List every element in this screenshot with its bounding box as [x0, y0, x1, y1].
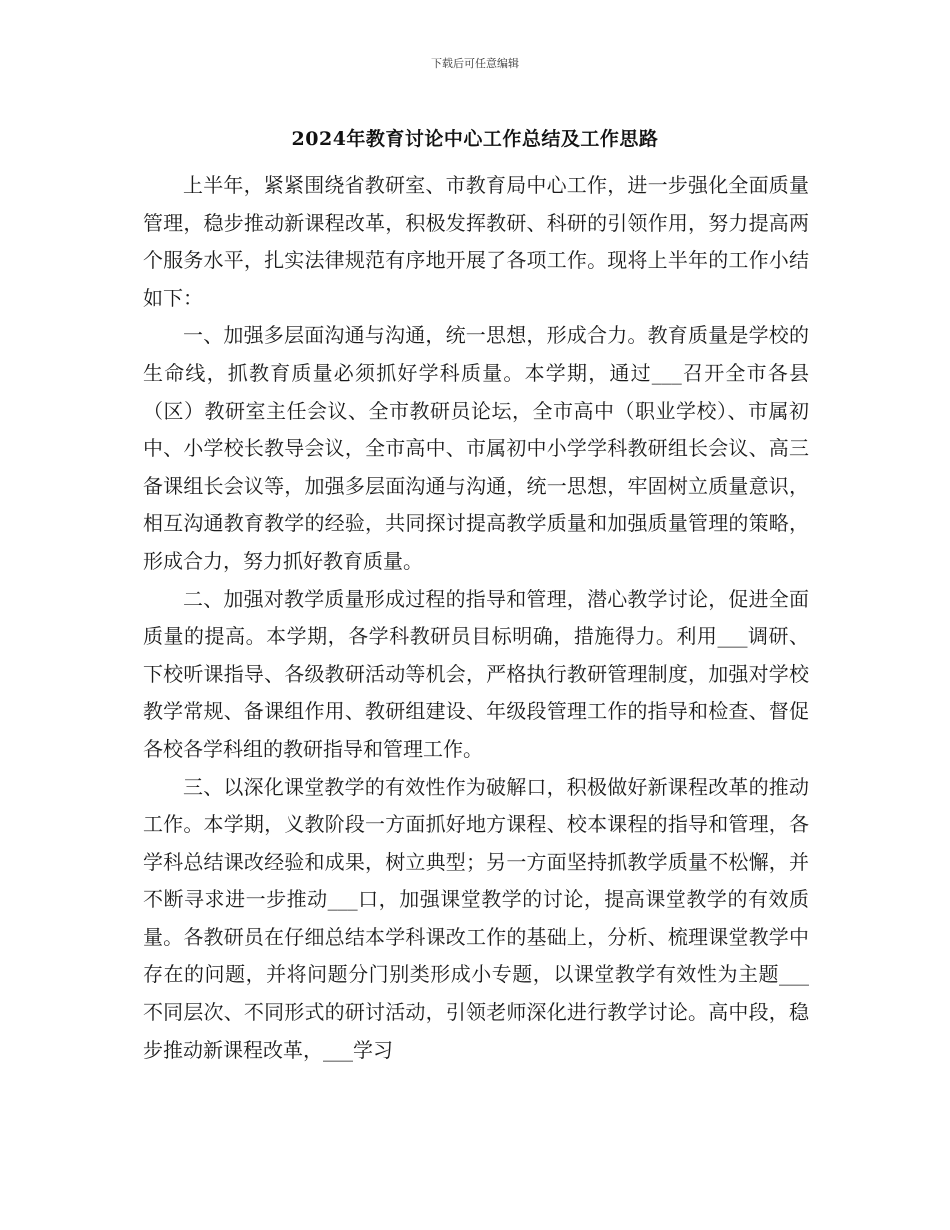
document-title: 2024年教育讨论中心工作总结及工作思路	[291, 128, 659, 150]
paragraph-section-1: 一、加强多层面沟通与沟通，统一思想，形成合力。教育质量是学校的生命线，抓教育质量必须抓好学科质量。本学期，通过___召开全市各县（区）教研室主任会议、全市教研员论坛，全市高中（职业学校）、市属初中、小学校长教导会议，全市高中、市属初中小学学科教研组长会议、高三备课组长会议等，加强多层面沟通与沟通，统一思想，牢固树立质量意识，相互沟通教育教学的经验，共同探讨提高教学质量和加强质量管理的策略，形成合力，努力抓好教育质量。	[143, 323, 809, 573]
document-body	[143, 167, 809, 1069]
paragraph-intro: 上半年，紧紧围绕省教研室、市教育局中心工作，进一步强化全面质量管理，稳步推动新课程改革，积极发挥教研、科研的引领作用，努力提高两个服务水平，扎实法律规范有序地开展了各项工作。现将上半年的工作小结如下：	[143, 173, 809, 310]
page-header-note: 下载后可任意编辑	[431, 57, 519, 70]
paragraph-section-2: 二、加强对教学质量形成过程的指导和管理，潜心教学讨论，促进全面质量的提高。本学期，各学科教研员目标明确，措施得力。利用___调研、下校听课指导、各级教研活动等机会，严格执行教研管理制度，加强对学校教学常规、备课组作用、教研组建设、年级段管理工作的指导和检查、督促各校各学科组的教研指导和管理工作。	[143, 586, 809, 761]
paragraph-section-3: 三、以深化课堂教学的有效性作为破解口，积极做好新课程改革的推动工作。本学期，义教阶段一方面抓好地方课程、校本课程的指导和管理，各学科总结课改经验和成果，树立典型；另一方面坚持抓教学质量不松懈，并不断寻求进一步推动___口，加强课堂教学的讨论，提高课堂教学的有效质量。各教研员在仔细总结本学科课改工作的基础上，分析、梳理课堂教学中存在的问题，并将问题分门别类形成小专题，以课堂教学有效性为主题___不同层次、不同形式的研讨活动，引领老师深化进行教学讨论。高中段，稳步推动新课程改革，___学习	[143, 774, 809, 1062]
